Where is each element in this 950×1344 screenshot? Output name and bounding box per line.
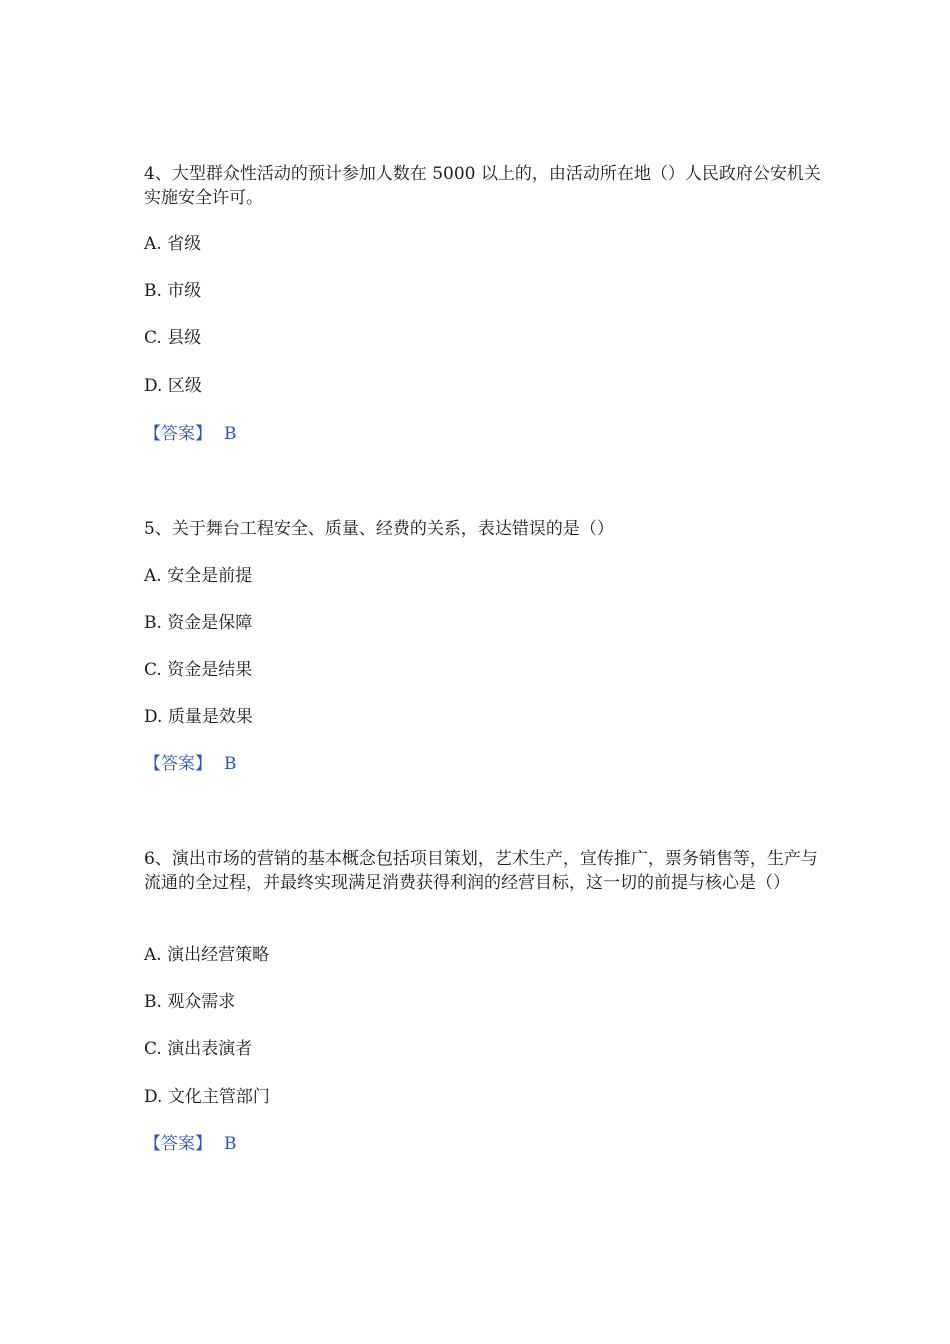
option-b: B. 市级 [144, 281, 202, 301]
option-b: B. 资金是保障 [144, 613, 253, 633]
question-stem: 6、演出市场的营销的基本概念包括项目策划，艺术生产，宣传推广，票务销售等，生产与流通的全过程，并最终实现满足消费获得利润的经营目标，这一切的前提与核心是（） [144, 849, 818, 893]
option-c: C. 县级 [144, 328, 202, 348]
question-stem: 5、关于舞台工程安全、质量、经费的关系，表达错误的是（） [144, 519, 614, 539]
answer-label: 【答案】 [144, 424, 212, 444]
question-stem: 4、大型群众性活动的预计参加人数在 5000 以上的，由活动所在地（）人民政府公安机关实施安全许可。 [144, 164, 821, 208]
option-d: D. 文化主管部门 [144, 1087, 270, 1107]
answer-line [144, 1132, 237, 1156]
option-c: C. 资金是结果 [144, 660, 253, 680]
answer-label: 【答案】 [144, 754, 212, 774]
option-b: B. 观众需求 [144, 992, 236, 1012]
answer-value: B [224, 424, 237, 444]
answer-line [144, 752, 237, 776]
answer-value: B [224, 1134, 237, 1154]
option-d: D. 质量是效果 [144, 707, 253, 727]
option-c: C. 演出表演者 [144, 1039, 253, 1059]
answer-value: B [224, 754, 237, 774]
option-a: A. 省级 [144, 234, 202, 254]
question-5 [144, 517, 824, 774]
option-a: A. 安全是前提 [144, 566, 253, 586]
answer-line [144, 422, 237, 446]
question-6 [144, 847, 824, 1154]
answer-label: 【答案】 [144, 1134, 212, 1154]
option-d: D. 区级 [144, 376, 202, 396]
question-4 [144, 162, 824, 444]
option-a: A. 演出经营策略 [144, 945, 270, 965]
